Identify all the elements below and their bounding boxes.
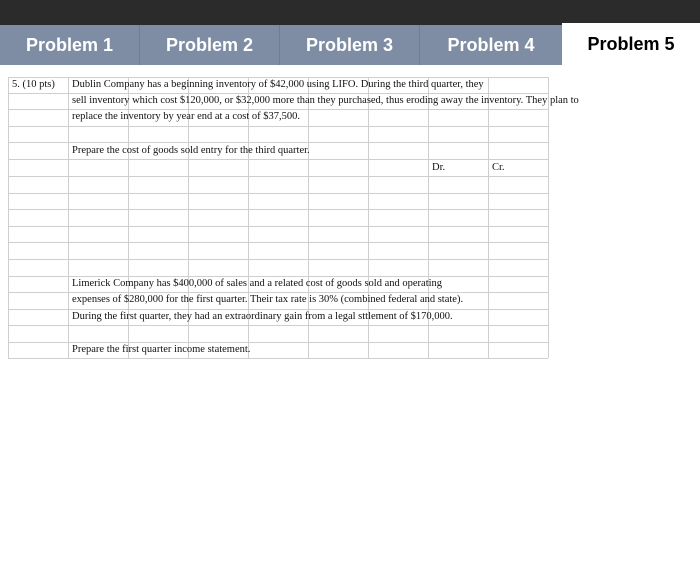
problem-text-line: During the first quarter, they had an extraordinary gain from a legal sttlement of $170,000. [72, 311, 453, 322]
tab-problem-5[interactable]: Problem 5 [562, 23, 700, 65]
problem-text-line: replace the inventory by year end at a cost of $37,500. [72, 111, 301, 122]
grid-row-line [8, 242, 548, 243]
problem-number-label: 5. (10 pts) [12, 79, 55, 90]
grid-row-line [8, 159, 548, 160]
tab-problem-3[interactable]: Problem 3 [280, 25, 420, 65]
tab-problem-4[interactable]: Problem 4 [447, 34, 535, 55]
grid-row-line [8, 259, 548, 260]
grid-col-line [8, 77, 9, 358]
grid-row-line [8, 226, 548, 227]
grid-row-line [8, 358, 548, 359]
grid-col-line [68, 77, 69, 358]
problem-text-line: Limerick Company has $400,000 of sales and a related cost of goods sold and operating [72, 278, 443, 289]
grid-col-line [488, 77, 489, 358]
tab-problem-1[interactable]: Problem 1 [0, 25, 140, 65]
grid-row-line [8, 142, 548, 143]
grid-row-line [8, 126, 548, 127]
grid-col-line [548, 77, 549, 358]
grid-row-line [8, 176, 548, 177]
grid-row-line [8, 193, 548, 194]
grid-row-line [8, 325, 548, 326]
credit-column-header: Cr. [492, 162, 505, 173]
instruction-text: Prepare the first quarter income statement. [72, 344, 251, 355]
problem-text-line: Dublin Company has a beginning inventory of $42,000 using LIFO. During the third quarter, they [72, 79, 484, 90]
instruction-text: Prepare the cost of goods sold entry for the third quarter. [72, 145, 310, 156]
problem-text-line: expenses of $280,000 for the first quarter. Their tax rate is 30% (combined federal and state). [72, 294, 464, 305]
grid-row-line [8, 209, 548, 210]
debit-column-header: Dr. [432, 162, 446, 173]
problem-text-line: sell inventory which cost $120,000, or $32,000 more than they purchased, thus eroding away the inventory. They plan to [72, 95, 579, 106]
tab-problem-2[interactable]: Problem 2 [140, 25, 280, 65]
